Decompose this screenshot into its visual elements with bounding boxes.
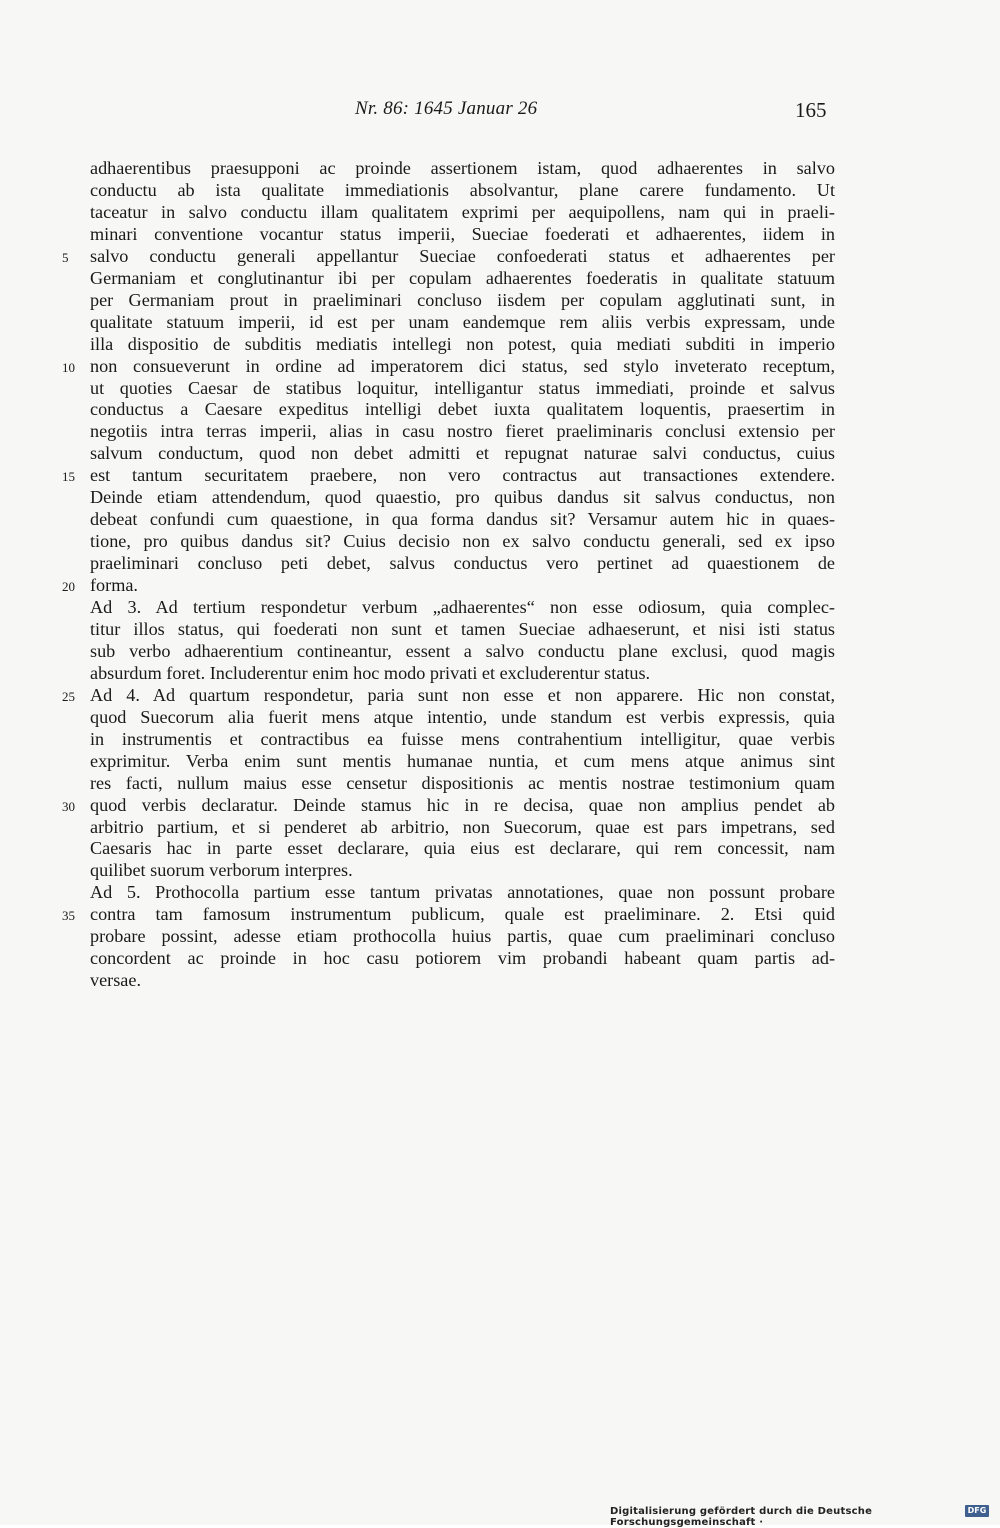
text-line: sub verbo adhaerentium contineantur, essent a salvo conductu plane exclusi, quod magis xyxy=(90,641,835,661)
page-number: 165 xyxy=(795,98,827,122)
text-line: praeliminari concluso peti debet, salvus conductus vero pertinet ad quaestionem de xyxy=(90,553,835,573)
text-line: Ad 5. Prothocolla partium esse tantum privatas annotationes, quae non possunt probare xyxy=(90,882,835,902)
text-line: conductu ab ista qualitate immediationis absolvantur, plane carere fundamento. Ut xyxy=(90,180,835,200)
text-line: illa dispositio de subditis mediatis intellegi non potest, quia mediati subditi in imperio xyxy=(90,334,835,354)
line-number: 25 xyxy=(62,689,75,704)
text-line: Caesaris hac in parte esset declarare, quia eius est declarare, qui rem concessit, nam xyxy=(90,838,835,858)
text-line: salvum conductum, quod non debet admitti et repugnat naturae salvi conductus, cuius xyxy=(90,443,835,463)
text-line: res facti, nullum maius esse censetur dispositionis ac mentis nostrae testimonium quam xyxy=(90,773,835,793)
text-line: ut quoties Caesar de statibus loquitur, intelligantur status immediati, proinde et salvus xyxy=(90,378,835,398)
text-line: debeat confundi cum quaestione, in qua forma dandus sit? Versamur autem hic in quaes- xyxy=(90,509,835,529)
text-line: versae. xyxy=(90,970,141,990)
text-line: concordent ac proinde in hoc casu potiorem vim probandi habeant quam partis ad- xyxy=(90,948,835,968)
line-number: 30 xyxy=(62,799,75,814)
text-line: est tantum securitatem praebere, non vero contractus aut transactiones extendere. xyxy=(90,465,835,485)
text-line: probare possint, adesse etiam prothocolla huius partis, quae cum praeliminari concluso xyxy=(90,926,835,946)
line-number: 15 xyxy=(62,469,75,484)
text-line: quod verbis declaratur. Deinde stamus hic in re decisa, quae non amplius pendet ab xyxy=(90,795,835,815)
text-line: arbitrio partium, et si penderet ab arbitrio, non Suecorum, quae est pars impetrans, sed xyxy=(90,817,835,837)
text-line: absurdum foret. Includerentur enim hoc modo privati et excluderentur status. xyxy=(90,663,651,683)
text-line: minari conventione vocantur status imperii, Sueciae foederati et adhaerentes, iidem in xyxy=(90,224,835,244)
text-line: conductus a Caesare expeditus intelligi debet iuxta qualitatem loquentis, praesertim in xyxy=(90,399,835,419)
digitization-credit: Digitalisierung gefördert durch die Deutsche Forschungsgemeinschaft · xyxy=(610,1506,873,1528)
text-line: adhaerentibus praesupponi ac proinde assertionem istam, quod adhaerentes in salvo xyxy=(90,158,835,178)
line-number: 10 xyxy=(62,360,75,375)
text-line: quod Suecorum alia fuerit mens atque intentio, unde standum est verbis expressis, quia xyxy=(90,707,835,727)
text-line: non consueverunt in ordine ad imperatorem dici status, sed stylo inveterato receptum, xyxy=(90,356,835,376)
running-head xyxy=(0,98,1000,128)
dfg-logo: DFG xyxy=(965,1505,989,1517)
text-line: contra tam famosum instrumentum publicum, quale est praeliminare. 2. Etsi quid xyxy=(90,904,835,924)
text-line: Ad 4. Ad quartum respondetur, paria sunt non esse et non apparere. Hic non constat, xyxy=(90,685,835,705)
text-line: titur illos status, qui foederati non sunt et tamen Sueciae adhaeserunt, et nisi isti status xyxy=(90,619,835,639)
line-number: 35 xyxy=(62,908,75,923)
text-line: negotiis intra terras imperii, alias in casu nostro fieret praeliminaris conclusi extensio per xyxy=(90,421,835,441)
text-line: quilibet suorum verborum interpres. xyxy=(90,860,353,880)
text-line: Germaniam et conglutinantur ibi per copulam adhaerentes foederatis in qualitate statuum xyxy=(90,268,835,288)
text-line: Deinde etiam attendendum, quod quaestio, pro quibus dandus sit salvus conductus, non xyxy=(90,487,835,507)
line-number: 20 xyxy=(62,579,75,594)
text-line: Ad 3. Ad tertium respondetur verbum „adhaerentes“ non esse odiosum, quia complec- xyxy=(90,597,835,617)
text-line: tione, pro quibus dandus sit? Cuius decisio non ex salvo conductu generali, sed ex ipso xyxy=(90,531,835,551)
line-number: 5 xyxy=(62,250,69,265)
text-line: qualitate statuum imperii, id est per unam eandemque rem aliis verbis expressam, unde xyxy=(90,312,835,332)
text-line: forma. xyxy=(90,575,138,595)
text-line: exprimitur. Verba enim sunt mentis humanae nuntia, et cum mens atque animus sint xyxy=(90,751,835,771)
text-line: per Germaniam prout in praeliminari concluso iisdem per copulam agglutinati sunt, in xyxy=(90,290,835,310)
running-title: Nr. 86: 1645 Januar 26 xyxy=(355,98,538,119)
text-line: in instrumentis et contractibus ea fuisse mens contrahentium intelligitur, quae verbis xyxy=(90,729,835,749)
text-line: salvo conductu generali appellantur Sueciae confoederati status et adhaerentes per xyxy=(90,246,835,266)
text-line: taceatur in salvo conductu illam qualitatem exprimi per aequipollens, nam qui in praeli- xyxy=(90,202,835,222)
